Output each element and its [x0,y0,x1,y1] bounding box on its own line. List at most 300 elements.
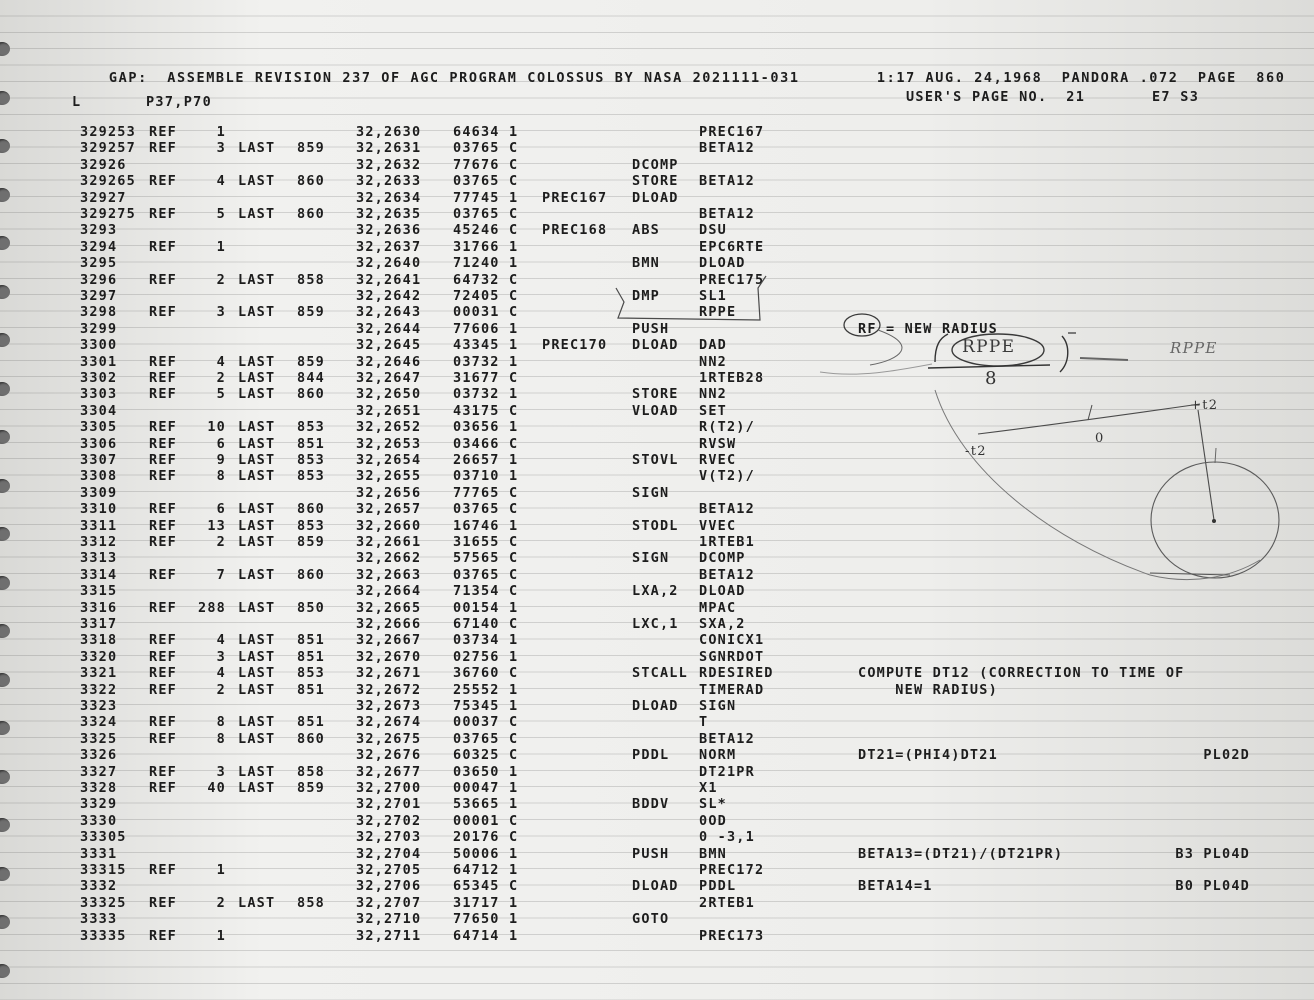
cell-operand: RVEC [699,452,737,468]
cell-last: LAST [238,730,276,747]
cell-last: LAST [238,599,276,616]
cell-operand: SXA,2 [699,616,746,632]
cell-ref: REF [149,763,177,780]
cell-refn: 1 [216,124,226,140]
cell-word: 77676 C [453,156,519,173]
cell-operand: RPPE [699,304,737,321]
cell-operand: NN2 [699,386,727,403]
cell-operand: BMN [699,845,727,862]
cell-word: 02756 1 [453,648,519,665]
cell-line: 3324 [80,714,118,731]
cell-refn: 2 [216,894,226,911]
cell-line: 3315 [80,583,118,600]
cell-ref: REF [149,730,177,747]
cell-addr: 32,2636 [356,222,422,239]
cell-refn: 7 [216,566,226,583]
cell-refn: 8 [216,468,226,485]
cell-line: 33315 [80,862,127,878]
cell-word: 00001 C [453,812,519,829]
cell-op: DLOAD [632,698,679,714]
cell-line: 3294 [80,238,118,255]
cell-operand: DCOMP [699,550,746,567]
page-code: E7 S3 [1152,89,1200,105]
cell-last: LAST [238,648,276,665]
cell-word: 45246 C [453,222,519,239]
cell-refn: 13 [207,517,226,534]
cell-operand: X1 [699,780,718,796]
cell-refn: 288 [198,599,226,616]
cell-line: 3329 [80,796,118,813]
cell-operand: SL* [699,796,727,813]
cell-addr: 32,2640 [356,255,422,272]
right-note-handwritten: RPPE [1170,339,1218,357]
cell-line: 3313 [80,550,118,567]
cell-ref: REF [149,927,177,944]
cell-refn: 1 [216,927,226,944]
cell-addr: 32,2676 [356,747,422,764]
cell-addr: 32,2637 [356,238,422,255]
cell-operand: SIGN [699,698,737,714]
header-date-page: 1:17 AUG. 24,1968 PANDORA .072 PAGE 860 [876,70,1286,86]
cell-line: 3306 [80,435,118,452]
cell-addr: 32,2671 [356,665,422,682]
cell-last: LAST [238,206,276,222]
cell-addr: 32,2704 [356,845,422,862]
cell-line: 33335 [80,927,127,944]
cell-word: 03765 C [453,140,519,157]
cell-last: LAST [238,386,276,403]
cell-addr: 32,2700 [356,780,422,796]
cell-ref: REF [149,665,177,682]
cell-operand: 1RTEB28 [699,370,765,386]
cell-word: 00047 1 [453,780,519,796]
cell-word: 03732 1 [453,353,519,370]
cell-operand: T [699,714,709,731]
faint-arrow-mark [820,364,932,374]
cell-comment: BETA14=1 [858,878,933,895]
cell-word: 64634 1 [453,124,519,140]
cell-addr: 32,2656 [356,484,422,501]
diagram-line [978,404,1200,434]
cell-lastn: 859 [297,304,325,321]
cell-last: LAST [238,780,276,796]
cell-lastn: 860 [297,386,325,403]
cell-last: LAST [238,632,276,649]
cell-operand: 2RTEB1 [699,894,755,911]
cell-ref: REF [149,452,177,468]
plus-t2-handwritten: +t2 [1190,398,1219,413]
cell-lastn: 860 [297,173,325,190]
cell-line: 3330 [80,812,118,829]
cell-word: 64712 1 [453,862,519,878]
cell-refn: 1 [216,862,226,878]
denominator-handwritten: 8 [985,368,998,389]
cell-addr: 32,2711 [356,927,422,944]
cell-last: LAST [238,419,276,436]
cell-line: 329265 [80,173,136,190]
cell-addr: 32,2664 [356,583,422,600]
cell-word: 31766 1 [453,238,519,255]
cell-op: PUSH [632,845,670,862]
diagram-vertical [1198,410,1214,520]
cell-ref: REF [149,566,177,583]
cell-op: DLOAD [632,337,679,354]
cell-comment: RF = NEW RADIUS [858,320,998,337]
cell-addr: 32,2635 [356,206,422,222]
cell-ref: REF [149,501,177,518]
cell-refn: 5 [216,206,226,222]
cell-operand: RVSW [699,435,737,452]
cell-refn: 5 [216,386,226,403]
cell-operand: PREC173 [699,927,765,944]
cell-ref: REF [149,140,177,157]
cell-op: ABS [632,222,660,239]
cell-word: 31677 C [453,370,519,386]
cell-refn: 9 [216,452,226,468]
cell-operand: TIMERAD [699,681,765,698]
cell-word: 00037 C [453,714,519,731]
cell-word: 72405 C [453,288,519,304]
cell-lastn: 844 [297,370,325,386]
cell-word: 03765 C [453,206,519,222]
cell-lastn: 858 [297,894,325,911]
cell-operand: PREC172 [699,862,765,878]
cell-operand: SGNRDOT [699,648,765,665]
cell-refn: 3 [216,763,226,780]
cell-line: 3297 [80,288,118,304]
bracket-mark [616,276,766,320]
cell-addr: 32,2651 [356,402,422,419]
cell-lastn: 858 [297,271,325,288]
cell-last: LAST [238,173,276,190]
cell-comment: NEW RADIUS) [858,681,998,698]
cell-operand: MPAC [699,599,737,616]
cell-word: 67140 C [453,616,519,632]
cell-last: LAST [238,271,276,288]
cell-addr: 32,2665 [356,599,422,616]
cell-ref: REF [149,419,177,436]
cell-right: B3 PL04D [1175,845,1250,862]
cell-line: 3328 [80,780,118,796]
cell-comment: DT21=(PHI4)DT21 [858,747,998,764]
cell-addr: 32,2644 [356,320,422,337]
cell-operand: RDESIRED [699,665,774,682]
cell-last: LAST [238,763,276,780]
cell-op: DLOAD [632,878,679,895]
cell-operand: PREC175 [699,271,765,288]
cell-addr: 32,2643 [356,304,422,321]
cell-op: SIGN [632,484,670,501]
cell-lastn: 851 [297,435,325,452]
cell-line: 33305 [80,829,127,846]
cell-op: DLOAD [632,189,679,206]
cell-ref: REF [149,238,177,255]
cell-word: 43175 C [453,402,519,419]
cell-label: PREC168 [542,222,608,239]
cell-ref: REF [149,468,177,485]
cell-operand: PREC167 [699,124,765,140]
cell-addr: 32,2657 [356,501,422,518]
cell-ref: REF [149,206,177,222]
cell-word: 03650 1 [453,763,519,780]
rppe-handwritten: RPPE [962,337,1016,357]
cell-addr: 32,2647 [356,370,422,386]
cell-last: LAST [238,714,276,731]
cell-ref: REF [149,632,177,649]
cell-addr: 32,2677 [356,763,422,780]
diagram-point [1212,519,1216,523]
cell-ref: REF [149,780,177,796]
cell-word: 36760 C [453,665,519,682]
cell-line: 3327 [80,763,118,780]
cell-word: 77650 1 [453,911,519,928]
cell-addr: 32,2652 [356,419,422,436]
cell-addr: 32,2634 [356,189,422,206]
cell-word: 03710 1 [453,468,519,485]
rf-arrow-mark [870,330,902,365]
cell-line: 3305 [80,419,118,436]
cell-line: 3298 [80,304,118,321]
cell-refn: 4 [216,353,226,370]
cell-word: 25552 1 [453,681,519,698]
cell-word: 31655 C [453,534,519,550]
cell-ref: REF [149,271,177,288]
cell-word: 77606 1 [453,320,519,337]
cell-operand: DT21PR [699,763,755,780]
cell-comment: COMPUTE DT12 (CORRECTION TO TIME OF [858,665,1185,682]
cell-refn: 4 [216,173,226,190]
cell-line: 329253 [80,124,136,140]
cell-addr: 32,2660 [356,517,422,534]
cell-operand: BETA12 [699,501,755,518]
cell-line: 3308 [80,468,118,485]
cell-operand: V(T2)/ [699,468,755,485]
rf-circle-mark [844,314,880,336]
cell-operand: VVEC [699,517,737,534]
cell-ref: REF [149,124,177,140]
cell-addr: 32,2701 [356,796,422,813]
cell-lastn: 859 [297,534,325,550]
cell-operand: BETA12 [699,206,755,222]
cell-refn: 8 [216,714,226,731]
cell-op: DCOMP [632,156,679,173]
cell-last: LAST [238,468,276,485]
cell-addr: 32,2655 [356,468,422,485]
dash-mark [1080,358,1128,360]
cell-line: 32926 [80,156,127,173]
cell-refn: 10 [207,419,226,436]
cell-addr: 32,2631 [356,140,422,157]
cell-addr: 32,2641 [356,271,422,288]
minus-t2-handwritten: -t2 [965,444,987,459]
cell-lastn: 860 [297,501,325,518]
cell-word: 50006 1 [453,845,519,862]
cell-op: DMP [632,288,660,304]
cell-word: 03765 C [453,566,519,583]
cell-addr: 32,2646 [356,353,422,370]
cell-addr: 32,2654 [356,452,422,468]
cell-lastn: 853 [297,452,325,468]
cell-op: GOTO [632,911,670,928]
cell-word: 16746 1 [453,517,519,534]
cell-ref: REF [149,648,177,665]
cell-refn: 40 [207,780,226,796]
cell-addr: 32,2675 [356,730,422,747]
cell-addr: 32,2705 [356,862,422,878]
cell-word: 00154 1 [453,599,519,616]
cell-ref: REF [149,681,177,698]
cell-last: LAST [238,452,276,468]
cell-line: 3296 [80,271,118,288]
cell-refn: 4 [216,632,226,649]
cell-op: BDDV [632,796,670,813]
cell-addr: 32,2670 [356,648,422,665]
cell-operand: R(T2)/ [699,419,755,436]
cell-ref: REF [149,386,177,403]
cell-op: VLOAD [632,402,679,419]
cell-addr: 32,2706 [356,878,422,895]
cell-line: 33325 [80,894,127,911]
cell-last: LAST [238,534,276,550]
cell-refn: 2 [216,271,226,288]
cell-op: PDDL [632,747,670,764]
cell-word: 03765 C [453,730,519,747]
cell-op: STODL [632,517,679,534]
cell-word: 53665 1 [453,796,519,813]
cell-line: 3326 [80,747,118,764]
cell-word: 71240 1 [453,255,519,272]
cell-line: 3314 [80,566,118,583]
cell-line: 3293 [80,222,118,239]
cell-word: 71354 C [453,583,519,600]
cell-word: 03765 C [453,173,519,190]
cell-last: LAST [238,681,276,698]
cell-addr: 32,2710 [356,911,422,928]
cell-line: 3325 [80,730,118,747]
cell-addr: 32,2673 [356,698,422,714]
cell-line: 3312 [80,534,118,550]
cell-lastn: 851 [297,648,325,665]
cell-word: 75345 1 [453,698,519,714]
cell-operand: SET [699,402,727,419]
cell-addr: 32,2702 [356,812,422,829]
cell-line: 3299 [80,320,118,337]
cell-ref: REF [149,370,177,386]
cell-op: STORE [632,386,679,403]
cell-line: 3301 [80,353,118,370]
cell-operand: PDDL [699,878,737,895]
cell-line: 3318 [80,632,118,649]
cell-word: 26657 1 [453,452,519,468]
cell-ref: REF [149,714,177,731]
cell-last: LAST [238,370,276,386]
cell-line: 32927 [80,189,127,206]
cell-lastn: 850 [297,599,325,616]
cell-ref: REF [149,894,177,911]
cell-lastn: 853 [297,517,325,534]
cell-lastn: 859 [297,780,325,796]
cell-refn: 8 [216,730,226,747]
cell-addr: 32,2630 [356,124,422,140]
cell-last: LAST [238,894,276,911]
cell-line: 3332 [80,878,118,895]
cell-word: 31717 1 [453,894,519,911]
cell-last: LAST [238,304,276,321]
cell-operand: DLOAD [699,583,746,600]
cell-operand: DLOAD [699,255,746,272]
cell-word: 03466 C [453,435,519,452]
cell-lastn: 851 [297,714,325,731]
cell-word: 03734 1 [453,632,519,649]
cell-last: LAST [238,435,276,452]
right-paren-mark [1060,336,1068,372]
cell-op: STOVL [632,452,679,468]
cell-line: 3302 [80,370,118,386]
cell-word: 00031 C [453,304,519,321]
cell-line: 329257 [80,140,136,157]
cell-operand: DAD [699,337,727,354]
cell-addr: 32,2633 [356,173,422,190]
cell-refn: 1 [216,238,226,255]
cell-addr: 32,2642 [356,288,422,304]
cell-word: 03765 C [453,501,519,518]
cell-word: 77745 1 [453,189,519,206]
cell-word: 03656 1 [453,419,519,436]
cell-refn: 3 [216,648,226,665]
cell-word: 20176 C [453,829,519,846]
cell-word: 60325 C [453,747,519,764]
cell-lastn: 853 [297,468,325,485]
cell-op: SIGN [632,550,670,567]
cell-last: LAST [238,517,276,534]
cell-word: 03732 1 [453,386,519,403]
cell-line: 3309 [80,484,118,501]
cell-operand: DSU [699,222,727,239]
zero-handwritten: 0 [1095,431,1105,446]
cell-refn: 3 [216,140,226,157]
cell-line: 3317 [80,616,118,632]
cell-addr: 32,2663 [356,566,422,583]
cell-line: 3295 [80,255,118,272]
cell-lastn: 860 [297,206,325,222]
cell-word: 64732 C [453,271,519,288]
cell-addr: 32,2653 [356,435,422,452]
cell-lastn: 853 [297,419,325,436]
cell-comment: BETA13=(DT21)/(DT21PR) [858,845,1064,862]
cell-line: 3300 [80,337,118,354]
cell-line: 3307 [80,452,118,468]
cell-operand: NN2 [699,353,727,370]
cell-addr: 32,2661 [356,534,422,550]
cell-word: 65345 C [453,878,519,895]
cell-line: 3331 [80,845,118,862]
cell-operand: CONICX1 [699,632,765,649]
cell-right: B0 PL04D [1175,878,1250,895]
cell-refn: 3 [216,304,226,321]
cell-ref: REF [149,435,177,452]
cell-op: BMN [632,255,660,272]
cell-operand: EPC6RTE [699,238,765,255]
cell-line: 3321 [80,665,118,682]
cell-line: 3320 [80,648,118,665]
cell-operand: 0 -3,1 [699,829,755,846]
cell-line: 3304 [80,402,118,419]
cell-last: LAST [238,566,276,583]
cell-word: 43345 1 [453,337,519,354]
cell-operand: BETA12 [699,173,755,190]
cell-addr: 32,2672 [356,681,422,698]
left-paren-mark [935,334,948,362]
